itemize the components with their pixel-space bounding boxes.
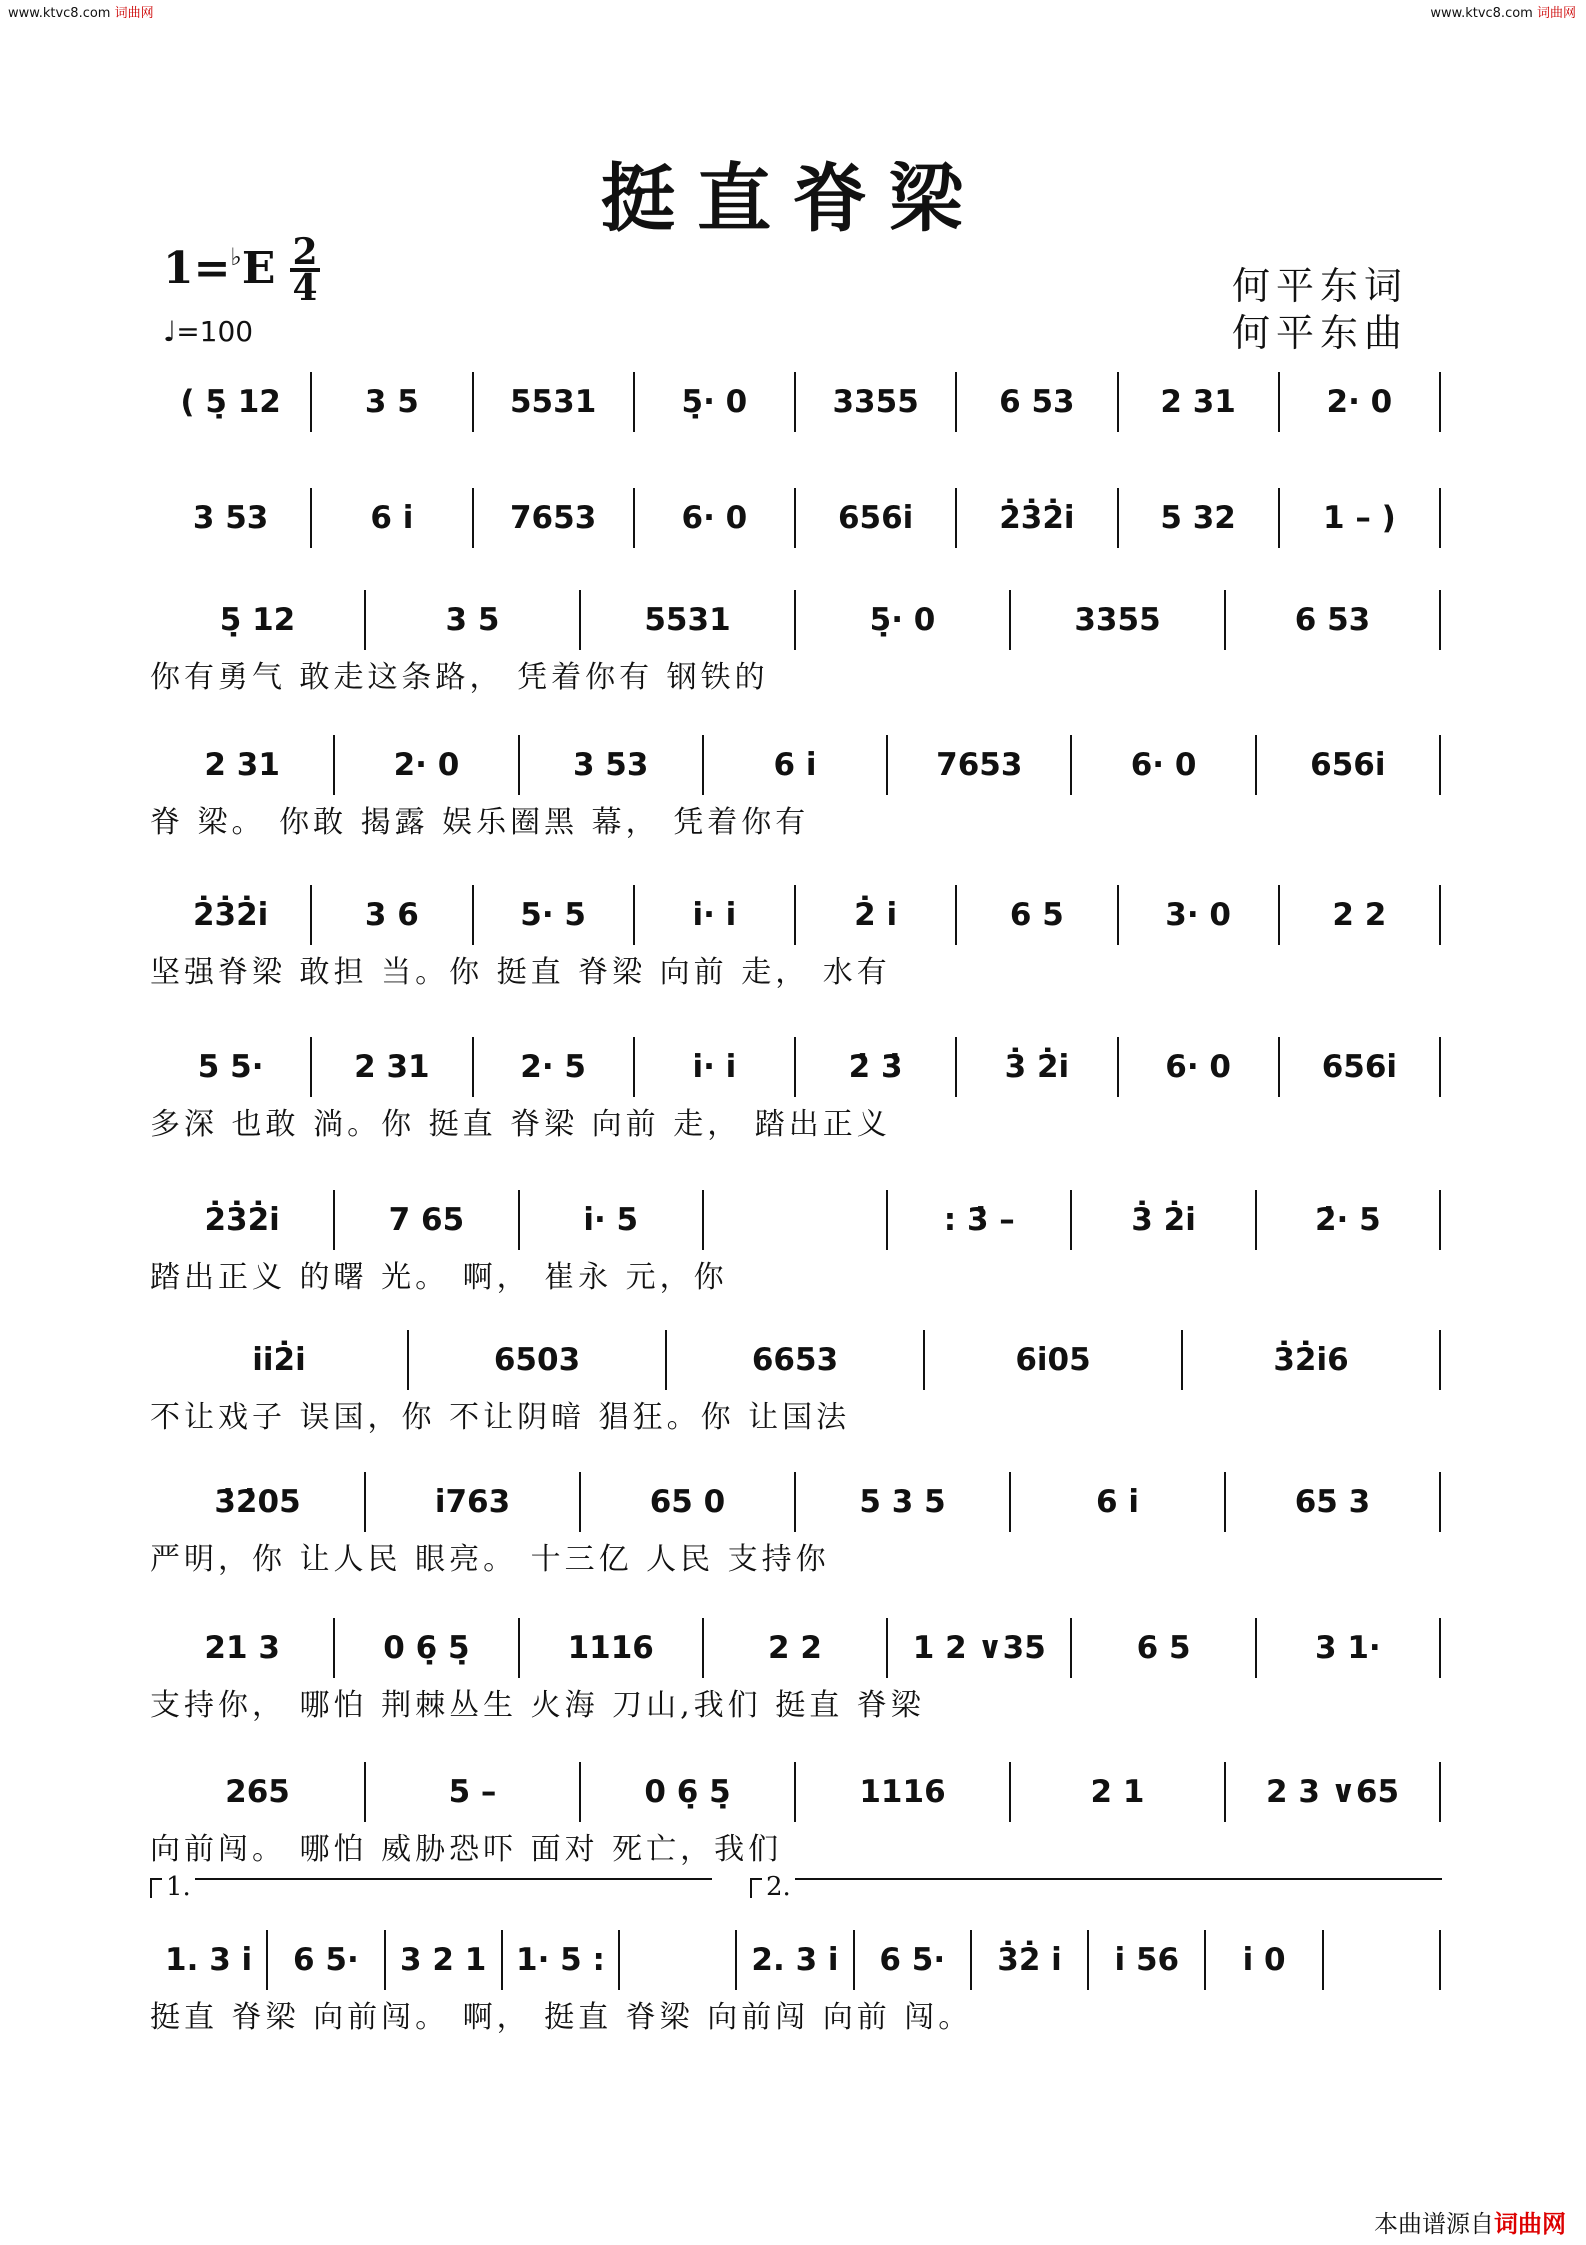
measure-notes: 3̇2̇05	[214, 1484, 301, 1520]
barline	[1439, 735, 1441, 795]
measure-notes: 5 32	[1160, 500, 1236, 536]
barline	[955, 885, 957, 945]
barline	[472, 885, 474, 945]
measure-notes: 2̇3̇2̇i̇	[999, 500, 1075, 536]
barline	[794, 1037, 796, 1097]
barline	[1070, 735, 1072, 795]
measure-notes: 2 31	[354, 1049, 430, 1085]
measure-notes: 3 5	[445, 602, 500, 638]
barline	[1439, 1472, 1441, 1532]
measure-notes: 5̣· 0	[869, 602, 936, 638]
barline	[1181, 1330, 1183, 1390]
barline	[794, 590, 796, 650]
lyrics-row: 向前闯。 哪怕 威胁恐吓 面对 死亡，我们	[150, 1832, 783, 1867]
notation-row	[150, 885, 1440, 945]
measure-notes: 3355	[1074, 602, 1161, 638]
measure-notes: 265	[225, 1774, 290, 1810]
measure-notes: 6 5	[1009, 897, 1064, 933]
barline	[970, 1930, 972, 1990]
measure-notes: 656i̇	[837, 500, 914, 536]
barline	[1439, 1762, 1441, 1822]
barline	[310, 372, 312, 432]
barline	[1224, 1472, 1226, 1532]
barline	[518, 1190, 520, 1250]
volta-2-label: 2.	[762, 1872, 795, 1902]
barline	[1070, 1190, 1072, 1250]
measure-notes: 3̇2̇i̇6	[1273, 1342, 1349, 1378]
measure-notes: 6· 0	[1130, 747, 1197, 783]
measure-notes: 65 3	[1294, 1484, 1371, 1520]
measure-notes: 3 53	[192, 500, 269, 536]
measure-notes: 5 –	[448, 1774, 497, 1810]
measure-notes: 2 31	[204, 747, 280, 783]
barline	[633, 1037, 635, 1097]
barline	[1224, 1762, 1226, 1822]
barline	[1278, 372, 1280, 432]
barline	[633, 885, 635, 945]
notation-row	[150, 488, 1440, 548]
measure-notes: 6 53	[999, 384, 1075, 420]
barline	[472, 1037, 474, 1097]
measure-notes: 0 6̣ 5̣	[644, 1774, 731, 1810]
barline	[955, 1037, 957, 1097]
lyricist-credit: 何平东词	[1232, 264, 1409, 308]
notation-row	[150, 1472, 1440, 1532]
barline	[384, 1930, 386, 1990]
time-signature: 2 4	[288, 236, 322, 304]
barline	[472, 372, 474, 432]
measure-notes: 2 1	[1090, 1774, 1145, 1810]
barline	[364, 1472, 366, 1532]
measure-notes: 1· 5 :	[516, 1942, 605, 1978]
measure-notes: i̇· i̇	[692, 897, 737, 933]
measure-notes: 5̣· 0	[681, 384, 748, 420]
lyrics-row: 坚强脊梁 敢担 当。你 挺直 脊梁 向前 走， 水有	[150, 955, 891, 990]
barline	[1439, 590, 1441, 650]
measure-notes: 2. 3 i̇	[751, 1942, 839, 1978]
barline	[1117, 488, 1119, 548]
measure-notes: 2̇ i̇	[854, 897, 898, 933]
barline	[501, 1930, 503, 1990]
measure-notes: 3355	[832, 384, 919, 420]
barline	[1117, 885, 1119, 945]
measure-notes: 3 5	[364, 384, 419, 420]
barline	[364, 1762, 366, 1822]
measure-notes: i̇· 5	[583, 1202, 639, 1238]
measure-notes: 21 3	[204, 1630, 280, 1666]
barline	[310, 1037, 312, 1097]
notation-row	[150, 590, 1440, 650]
measure-notes: i̇ 0	[1242, 1942, 1286, 1978]
barline	[886, 1618, 888, 1678]
measure-notes: 6503	[493, 1342, 581, 1378]
barline	[702, 1618, 704, 1678]
barline	[955, 372, 957, 432]
measure-notes: 3 53	[572, 747, 649, 783]
barline	[364, 590, 366, 650]
measure-notes: 5 5·	[197, 1049, 264, 1085]
barline	[266, 1930, 268, 1990]
barline	[1009, 590, 1011, 650]
measure-notes: 2 3 ∨65	[1265, 1774, 1400, 1810]
barline	[1278, 488, 1280, 548]
measure-notes: i̇ 56	[1114, 1942, 1180, 1978]
measure-notes: 6 53	[1294, 602, 1371, 638]
barline	[702, 735, 704, 795]
barline	[1087, 1930, 1089, 1990]
lyrics-row: 严明，你 让人民 眼亮。 十三亿 人民 支持你	[150, 1542, 830, 1577]
barline	[886, 1190, 888, 1250]
measure-notes: 5· 5	[520, 897, 586, 933]
measure-notes: 6 5	[1136, 1630, 1191, 1666]
barline	[472, 488, 474, 548]
measure-notes: 5̣ 12	[219, 602, 296, 638]
tempo-marking: ♩=100	[163, 315, 254, 348]
barline	[1278, 1037, 1280, 1097]
barline	[1009, 1472, 1011, 1532]
measure-notes: 6 i̇	[1096, 1484, 1139, 1520]
notation-row	[150, 1930, 1440, 1990]
measure-notes: 1 2 ∨35	[912, 1630, 1046, 1666]
barline	[1224, 590, 1226, 650]
notation-row	[150, 735, 1440, 795]
measure-notes: i̇· i̇	[692, 1049, 737, 1085]
measure-notes: 2̇3̇2̇i̇	[204, 1202, 280, 1238]
barline	[794, 1762, 796, 1822]
notation-row	[150, 1618, 1440, 1678]
measure-notes: 2 31	[1160, 384, 1236, 420]
lyrics-row: 你有勇气 敢走这条路， 凭着你有 钢铁的	[150, 660, 769, 695]
barline	[1255, 1190, 1257, 1250]
barline	[794, 885, 796, 945]
volta-1	[150, 1872, 712, 1902]
volta-1-label: 1.	[162, 1872, 195, 1902]
measure-notes: 3 6	[364, 897, 419, 933]
barline	[1439, 1190, 1441, 1250]
barline	[1439, 488, 1441, 548]
measure-notes: i̇i̇2̇i̇	[252, 1342, 306, 1378]
measure-notes: 3 1·	[1314, 1630, 1381, 1666]
measure-notes: ( 5̣ 12	[180, 384, 281, 420]
measure-notes: 6 5·	[293, 1942, 359, 1978]
measure-notes: 5531	[509, 384, 597, 420]
measure-notes: 3 2 1	[400, 1942, 487, 1978]
measure-notes: 7653	[936, 747, 1023, 783]
measure-notes: 2· 0	[1326, 384, 1393, 420]
barline	[518, 1618, 520, 1678]
barline	[1439, 1930, 1441, 1990]
barline	[1322, 1930, 1324, 1990]
measure-notes: 0 6̣ 5̣	[383, 1630, 470, 1666]
measure-notes: 3̇ 2̇i̇	[1131, 1202, 1196, 1238]
barline	[310, 885, 312, 945]
lyrics-row: 不让戏子 误国，你 不让阴暗 猖狂。你 让国法	[150, 1400, 851, 1435]
watermark-right: www.ktvc8.com 词曲网	[1430, 6, 1576, 21]
barline	[735, 1930, 737, 1990]
barline	[518, 735, 520, 795]
barline	[1204, 1930, 1206, 1990]
measure-notes: 6653	[751, 1342, 839, 1378]
measure-notes: 656i̇	[1310, 747, 1386, 783]
barline	[579, 1472, 581, 1532]
measure-notes: 7653	[509, 500, 597, 536]
barline	[886, 735, 888, 795]
measure-notes: 5 3 5	[859, 1484, 946, 1520]
notation-row	[150, 1037, 1440, 1097]
barline	[333, 1618, 335, 1678]
barline	[853, 1930, 855, 1990]
barline	[794, 488, 796, 548]
barline	[702, 1190, 704, 1250]
lyrics-row: 踏出正义 的曙 光。 啊， 崔永 元，你	[150, 1260, 728, 1295]
measure-notes: 2̇· 5	[1314, 1202, 1381, 1238]
barline	[579, 1762, 581, 1822]
measure-notes: : 3̇ –	[943, 1202, 1015, 1238]
measure-notes: 1 – )	[1322, 500, 1396, 536]
barline	[633, 488, 635, 548]
barline	[1439, 1618, 1441, 1678]
barline	[794, 372, 796, 432]
lyrics-row: 支持你， 哪怕 荆棘丛生 火海 刀山,我们 挺直 脊梁	[150, 1688, 925, 1723]
barline	[1117, 372, 1119, 432]
barline	[1439, 1330, 1441, 1390]
notation-row	[150, 1330, 1440, 1390]
watermark-left: www.ktvc8.com 词曲网	[8, 6, 154, 21]
measure-notes: 656i̇	[1321, 1049, 1398, 1085]
barline	[1255, 735, 1257, 795]
measure-notes: 3̇ 2̇i̇	[1004, 1049, 1070, 1085]
barline	[333, 1190, 335, 1250]
measure-notes: 6· 0	[681, 500, 748, 536]
barline	[1009, 1762, 1011, 1822]
lyrics-row: 挺直 脊梁 向前闯。 啊， 挺直 脊梁 向前闯 向前 闯。	[150, 2000, 973, 2035]
barline	[955, 488, 957, 548]
barline	[1255, 1618, 1257, 1678]
measure-notes: 3̇2̇ i̇	[997, 1942, 1062, 1978]
source-credit: 本曲谱源自词曲网	[1374, 2210, 1566, 2238]
measure-notes: 5531	[644, 602, 731, 638]
barline	[310, 488, 312, 548]
measure-notes: 1. 3 i̇	[165, 1942, 253, 1978]
lyrics-row: 脊 梁。 你敢 揭露 娱乐圈黑 幕， 凭着你有	[150, 805, 810, 840]
barline	[1278, 885, 1280, 945]
measure-notes: 65 0	[649, 1484, 726, 1520]
measure-notes: 6· 0	[1165, 1049, 1231, 1085]
barline	[1070, 1618, 1072, 1678]
barline	[1439, 1037, 1441, 1097]
barline	[665, 1330, 667, 1390]
barline	[407, 1330, 409, 1390]
measure-notes: 6 i̇	[773, 747, 817, 783]
barline	[1117, 1037, 1119, 1097]
notation-row	[150, 1190, 1440, 1250]
barline	[923, 1330, 925, 1390]
barline	[1439, 372, 1441, 432]
measure-notes: 7 65	[388, 1202, 465, 1238]
measure-notes: 2· 0	[393, 747, 460, 783]
barline	[1439, 885, 1441, 945]
measure-notes: 6i̇05	[1015, 1342, 1091, 1378]
measure-notes: 1116	[859, 1774, 946, 1810]
measure-notes: 2 2	[1332, 897, 1387, 933]
composer-credit: 何平东曲	[1232, 311, 1409, 355]
measure-notes: 1116	[567, 1630, 654, 1666]
measure-notes: 6 i̇	[370, 500, 414, 536]
notation-row	[150, 1762, 1440, 1822]
measure-notes: 2̇ 3̇	[848, 1049, 903, 1085]
barline	[633, 372, 635, 432]
barline	[794, 1472, 796, 1532]
measure-notes: 2· 5	[520, 1049, 586, 1085]
volta-2	[750, 1872, 1442, 1902]
measure-notes: 3· 0	[1165, 897, 1231, 933]
measure-notes: 6 5·	[879, 1942, 946, 1978]
barline	[618, 1930, 620, 1990]
measure-notes: 2 2	[768, 1630, 822, 1666]
measure-notes: 2̇3̇2̇i̇	[192, 897, 269, 933]
key-signature: 1=♭E	[163, 242, 276, 294]
barline	[579, 590, 581, 650]
barline	[333, 735, 335, 795]
notation-row	[150, 372, 1440, 432]
measure-notes: i̇763	[434, 1484, 511, 1520]
song-title: 挺直脊梁	[601, 156, 985, 242]
lyrics-row: 多深 也敢 淌。你 挺直 脊梁 向前 走， 踏出正义	[150, 1107, 891, 1142]
